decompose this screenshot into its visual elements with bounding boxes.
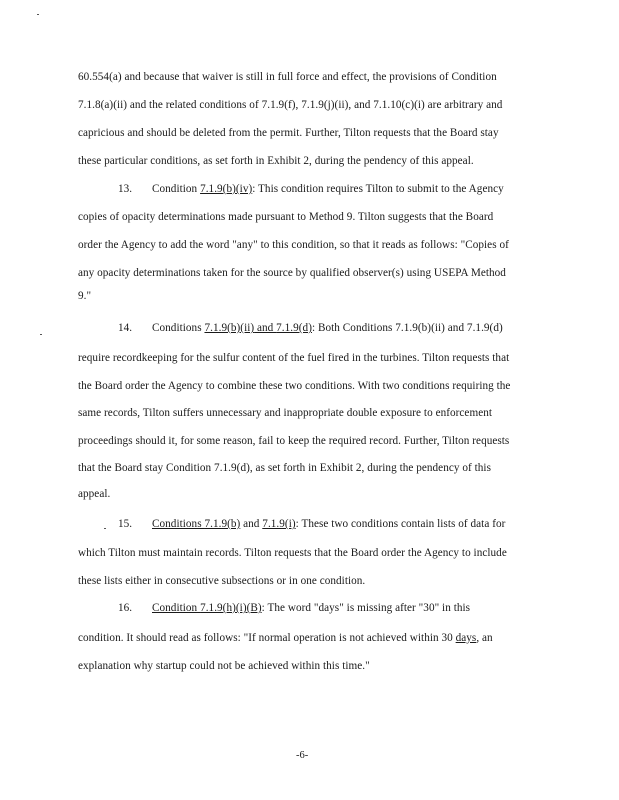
- paragraph-16-line-1: [118, 601, 470, 615]
- scan-speck: [40, 334, 42, 335]
- paragraph-16-number: 16.: [118, 602, 133, 614]
- paragraph-15-line-1: [118, 517, 505, 531]
- paragraph-16-line-2-start: condition. It should read as follows: "If normal operation is not achieved within 30: [78, 632, 456, 644]
- paragraph-12-line-2: 7.1.8(a)(ii) and the related conditions of 7.1.9(f), 7.1.9(j)(ii), and 7.1.10(c)(i) are arbitrary and: [78, 99, 503, 111]
- scan-speck: [37, 14, 39, 15]
- paragraph-14-line-3: the Board order the Agency to combine these two conditions. With two conditions requiring the: [78, 380, 511, 392]
- paragraph-14-label-prefix: Conditions: [152, 322, 205, 334]
- paragraph-15-line-3: these lists either in consecutive subsections or in one condition.: [78, 575, 366, 587]
- paragraph-14-line-5: proceedings should it, for some reason, fail to keep the required record. Further, Tilton requests: [78, 435, 510, 447]
- scan-speck: [104, 528, 106, 529]
- paragraph-15-line-2: which Tilton must maintain records. Tilton requests that the Board order the Agency to include: [78, 547, 507, 559]
- paragraph-15-condition-ref-1: 7.1.9(b): [204, 518, 241, 530]
- paragraph-12-line-3: capricious and should be deleted from the permit. Further, Tilton requests that the Board stay: [78, 127, 499, 139]
- paragraph-16-line-3: explanation why startup could not be achieved within this time.": [78, 660, 370, 672]
- paragraph-14-condition-ref-1: 7.1.9(b)(ii): [204, 322, 255, 334]
- paragraph-13-line-1-rest: : This condition requires Tilton to submit to the Agency: [252, 183, 504, 195]
- paragraph-15-condition-ref-2: 7.1.9(i): [262, 518, 296, 530]
- paragraph-13-line-5: 9.": [78, 290, 92, 302]
- paragraph-15-label-prefix: Conditions: [152, 518, 205, 530]
- paragraph-15-number: 15.: [118, 518, 133, 530]
- paragraph-14-line-4: same records, Tilton suffers unnecessary and inappropriate double exposure to enforcement: [78, 407, 493, 419]
- paragraph-14-line-7: appeal.: [78, 488, 111, 500]
- paragraph-15-label-and: and: [240, 518, 263, 530]
- paragraph-13-line-1: [118, 182, 504, 196]
- paragraph-12-line-4: these particular conditions, as set forth in Exhibit 2, during the pendency of this appeal.: [78, 155, 474, 167]
- paragraph-16-line-2-end: , an: [476, 632, 493, 644]
- paragraph-14-line-6: that the Board stay Condition 7.1.9(d), as set forth in Exhibit 2, during the pendency of this: [78, 462, 491, 474]
- paragraph-14-line-2: require recordkeeping for the sulfur content of the fuel fired in the turbines. Tilton requests that: [78, 352, 510, 364]
- paragraph-16-label-prefix: Condition: [152, 602, 201, 614]
- paragraph-13-line-2: copies of opacity determinations made pursuant to Method 9. Tilton suggests that the Board: [78, 211, 494, 223]
- page-number: -6-: [296, 750, 309, 761]
- paragraph-13-label-prefix: Condition: [152, 183, 201, 195]
- paragraph-13-number: 13.: [118, 183, 133, 195]
- paragraph-14-line-1: [118, 321, 503, 335]
- paragraph-16-condition-ref: 7.1.9(h)(i)(B): [200, 602, 262, 614]
- paragraph-13-line-4: any opacity determinations taken for the source by qualified observer(s) using USEPA Method: [78, 267, 506, 279]
- paragraph-16-days-underlined: days: [455, 632, 477, 644]
- paragraph-15-line-1-rest: : These two conditions contain lists of data for: [295, 518, 506, 530]
- paragraph-14-condition-ref-2: 7.1.9(d): [276, 322, 312, 334]
- paragraph-12-line-1: 60.554(a) and because that waiver is still in full force and effect, the provisions of Condition: [78, 71, 497, 83]
- paragraph-14-label-and: and: [254, 322, 277, 334]
- paragraph-16-line-1-rest: : The word "days" is missing after "30" in this: [261, 602, 471, 614]
- paragraph-14-number: 14.: [118, 322, 133, 334]
- paragraph-16-line-2: [78, 631, 493, 645]
- paragraph-13-condition-ref: 7.1.9(b)(iv): [200, 183, 253, 195]
- paragraph-13-line-3: order the Agency to add the word "any" to this condition, so that it reads as follows: "Copies of: [78, 239, 509, 251]
- paragraph-14-line-1-rest: : Both Conditions 7.1.9(b)(ii) and 7.1.9(d): [311, 322, 503, 334]
